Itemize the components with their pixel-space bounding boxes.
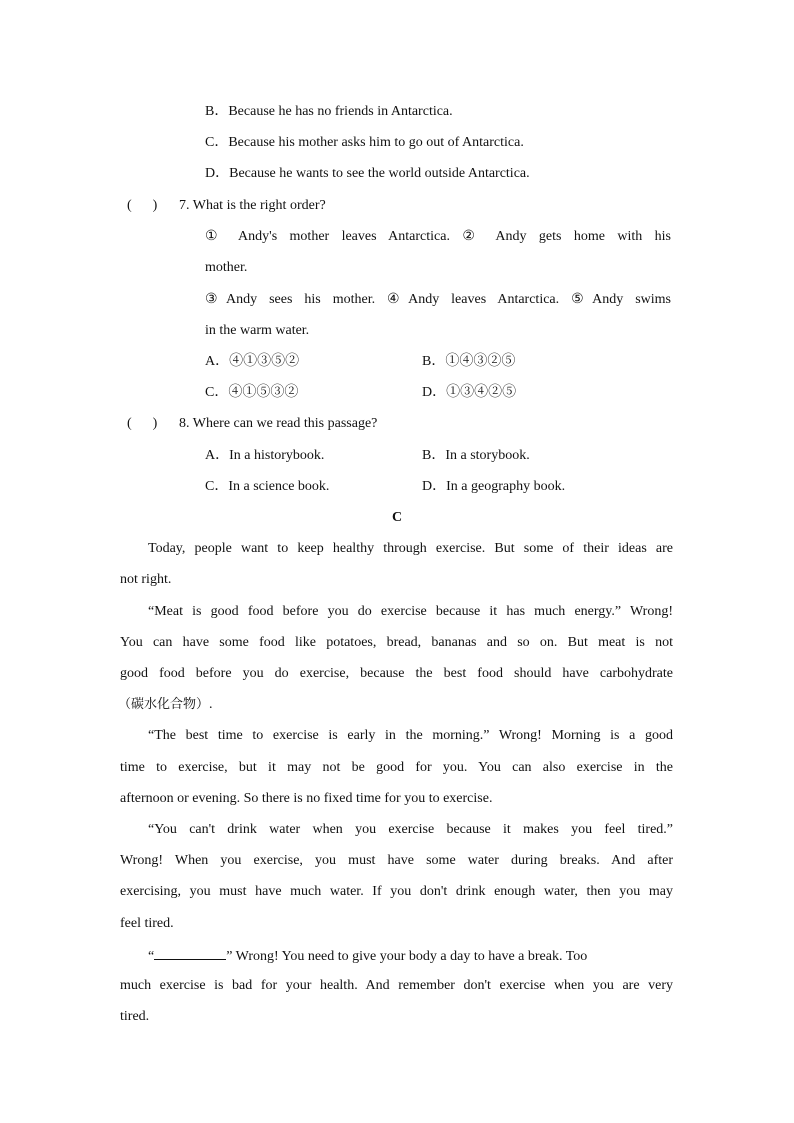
paragraph-1-line-1: Today, people want to keep healthy through exercise. But some of their ideas are: [148, 541, 673, 556]
paragraph-4-line-3: exercising, you must have much water. If you don't drink enough water, then you may: [120, 884, 673, 899]
answer-paren[interactable]: ( ): [127, 416, 158, 431]
question-8: [127, 414, 377, 434]
paragraph-2-line-2: You can have some food like potatoes, bread, bananas and so on. But meat is not: [120, 635, 673, 650]
q8-option-d: D．In a geography book.: [422, 479, 566, 494]
q7-option-b: B．①④③②⑤: [422, 354, 516, 369]
q7-option-d: D．①③④②⑤: [422, 385, 517, 400]
paragraph-3-line-3: afternoon or evening. So there is no fixed time for you to exercise.: [120, 791, 493, 806]
q7-event-line-3: ③Andy sees his mother. ④Andy leaves Antarctica. ⑤Andy swims: [205, 292, 671, 307]
paragraph-2-line-1: “Meat is good food before you do exercise because it has much energy.” Wrong!: [148, 604, 673, 619]
paragraph-5-line-1: [148, 945, 673, 967]
open-quote: “: [148, 949, 155, 964]
q7-option-a: A．④①③⑤②: [205, 354, 300, 369]
section-heading: C: [391, 510, 403, 525]
paragraph-3-line-1: “The best time to exercise is early in the morning.” Wrong! Morning is a good: [148, 728, 673, 743]
q7-event-line-1: ① Andy's mother leaves Antarctica. ② Andy gets home with his: [205, 229, 671, 244]
q8-option-a: A．In a historybook.: [205, 448, 325, 463]
paragraph-3-line-2: time to exercise, but it may not be good for you. You can also exercise in the: [120, 760, 673, 775]
q8-option-b: B．In a storybook.: [422, 448, 530, 463]
q6-option-d: D．Because he wants to see the world outside Antarctica.: [205, 166, 530, 181]
paragraph-4-line-2: Wrong! When you exercise, you must have some water during breaks. And after: [120, 853, 673, 868]
chinese-gloss: （碳水化合物）: [118, 697, 210, 712]
paragraph-5-line-1-text: ” Wrong! You need to give your body a day to have a break. Too: [226, 949, 588, 964]
sentence-end: .: [209, 697, 213, 712]
q6-option-c: C．Because his mother asks him to go out of Antarctica.: [205, 135, 524, 150]
q8-option-c: C．In a science book.: [205, 479, 330, 494]
question-7: [127, 196, 326, 216]
paragraph-4-line-4: feel tired.: [120, 916, 174, 931]
question-stem: 7. What is the right order?: [179, 198, 326, 213]
paragraph-5-line-2: much exercise is bad for your health. And remember don't exercise when you are very: [120, 978, 673, 993]
q7-option-c: C．④①⑤③②: [205, 385, 299, 400]
q7-event-line-4: in the warm water.: [205, 323, 310, 338]
paragraph-2-line-4: [118, 695, 213, 715]
question-stem: 8. Where can we read this passage?: [179, 416, 378, 431]
q7-event-line-2: mother.: [205, 260, 248, 275]
paragraph-4-line-1: “You can't drink water when you exercise because it makes you feel tired.”: [148, 822, 673, 837]
paragraph-5-line-3: tired.: [120, 1009, 150, 1024]
paragraph-2-line-3: good food before you do exercise, because the best food should have carbohydrate: [120, 666, 673, 681]
answer-paren[interactable]: ( ): [127, 198, 158, 213]
q6-option-b: B．Because he has no friends in Antarctica.: [205, 104, 453, 119]
paragraph-1-line-2: not right.: [120, 572, 172, 587]
fill-in-blank[interactable]: [154, 945, 226, 960]
